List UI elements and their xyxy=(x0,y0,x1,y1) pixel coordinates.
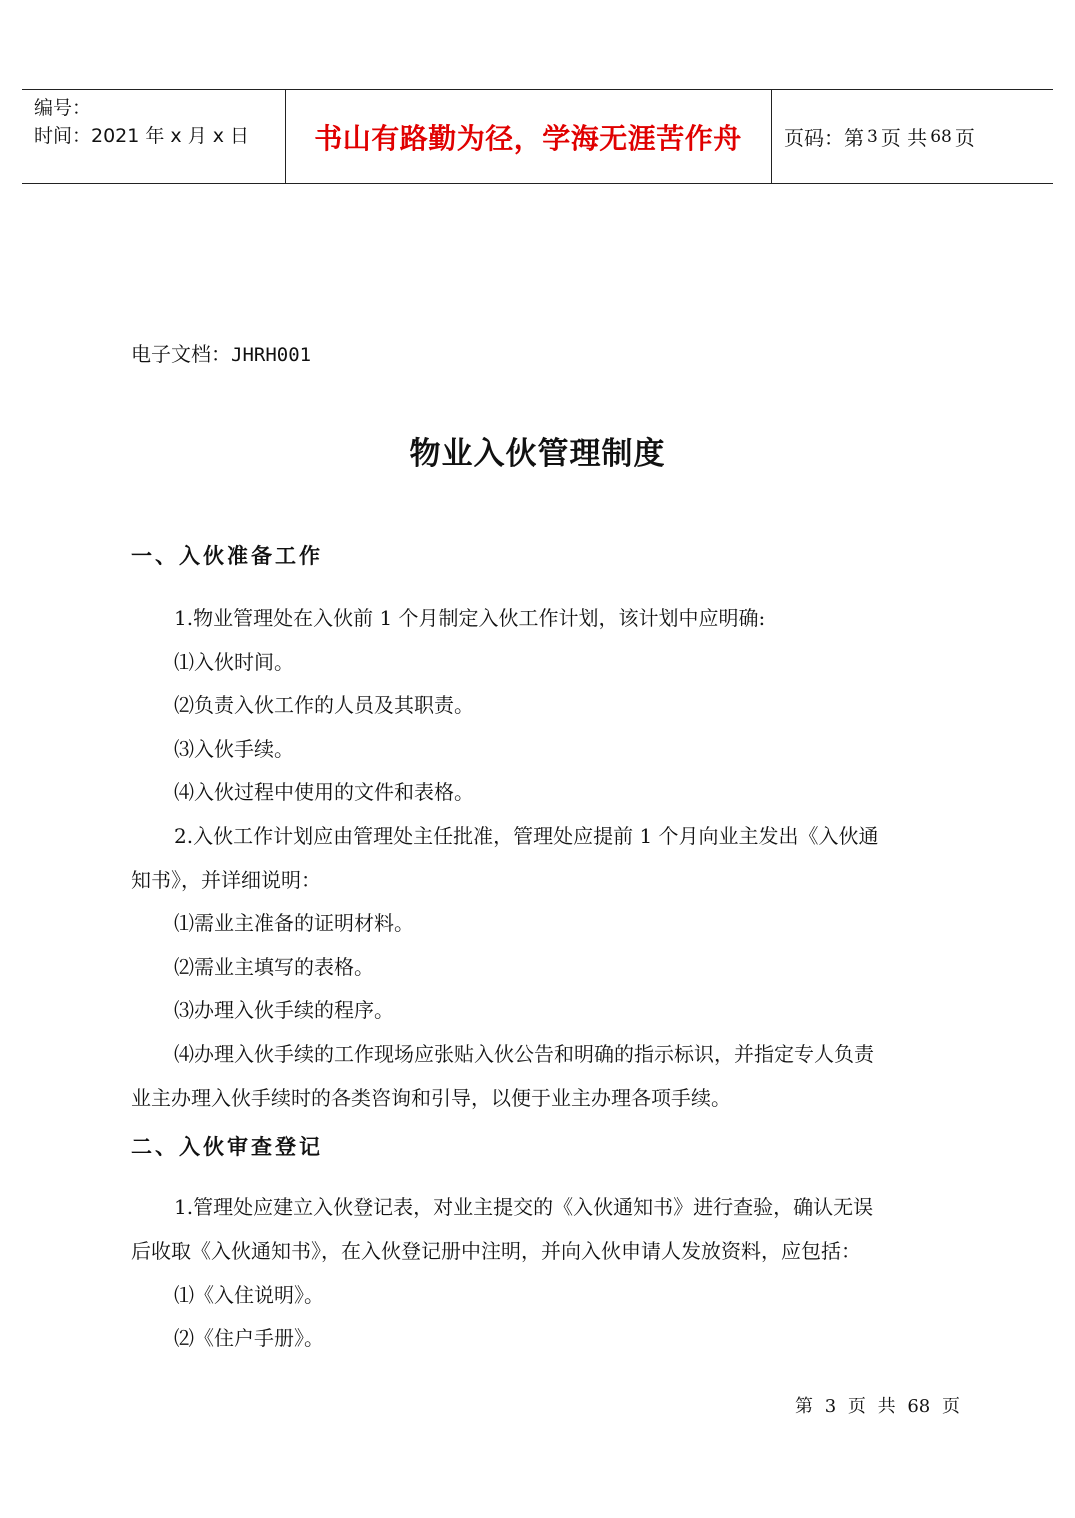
list-item-4-line2: 业主办理入伙手续时的各类咨询和引导，以便于业主办理各项手续。 xyxy=(131,1086,731,1110)
document-id xyxy=(131,338,311,367)
paragraph-1-1: 1.物业管理处在入伙前 1 个月制定入伙工作计划，该计划中应明确: xyxy=(174,606,766,630)
page-footer: 第 3 页 共 68 页 xyxy=(795,1396,960,1417)
time-label: 时间：2021 年 x 月 x 日 xyxy=(34,125,250,147)
paragraph-1-2-line1: 2.入伙工作计划应由管理处主任批准，管理处应提前 1 个月向业主发出《入伙通 xyxy=(174,824,879,848)
paragraph-1-2-line2: 知书》，并详细说明： xyxy=(131,868,321,892)
page-current: 3 xyxy=(867,126,878,147)
document-id-label: 电子文档： xyxy=(131,342,231,366)
page-title: 物业入伙管理制度 xyxy=(409,436,666,472)
list-item: ⑷入伙过程中使用的文件和表格。 xyxy=(174,780,474,804)
list-item: ⑴需业主准备的证明材料。 xyxy=(174,911,414,935)
page-suffix: 页 xyxy=(954,126,975,150)
list-item: ⑵需业主填写的表格。 xyxy=(174,955,374,979)
paragraph-2-1-line2: 后收取《入伙通知书》，在入伙登记册中注明，并向入伙申请人发放资料，应包括： xyxy=(131,1239,861,1263)
list-item: ⑵负责入伙工作的人员及其职责。 xyxy=(174,693,474,717)
header-motto: 书山有路勤为径，学海无涯苦作舟 xyxy=(285,90,772,183)
page-mid: 页 共 xyxy=(880,126,928,150)
document-header xyxy=(22,89,1053,184)
header-page-indicator xyxy=(772,90,1053,183)
page-prefix: 页码：第 xyxy=(784,126,864,150)
list-item: ⑴入伙时间。 xyxy=(174,650,294,674)
section-heading-2: 二、入伙审查登记 xyxy=(131,1135,323,1159)
list-item: ⑶入伙手续。 xyxy=(174,737,294,761)
list-item-4-line1: ⑷办理入伙手续的工作现场应张贴入伙公告和明确的指示标识，并指定专人负责 xyxy=(174,1042,874,1066)
list-item: ⑶办理入伙手续的程序。 xyxy=(174,998,394,1022)
page-total: 68 xyxy=(930,126,952,147)
number-label: 编号： xyxy=(34,97,92,119)
document-id-code: JHRH001 xyxy=(231,344,312,366)
list-item: ⑴《入住说明》。 xyxy=(174,1283,324,1307)
section-heading-1: 一、入伙准备工作 xyxy=(131,544,323,568)
header-meta-cell xyxy=(22,90,286,183)
list-item: ⑵《住户手册》。 xyxy=(174,1326,324,1350)
paragraph-2-1-line1: 1.管理处应建立入伙登记表，对业主提交的《入伙通知书》进行查验，确认无误 xyxy=(174,1195,874,1219)
